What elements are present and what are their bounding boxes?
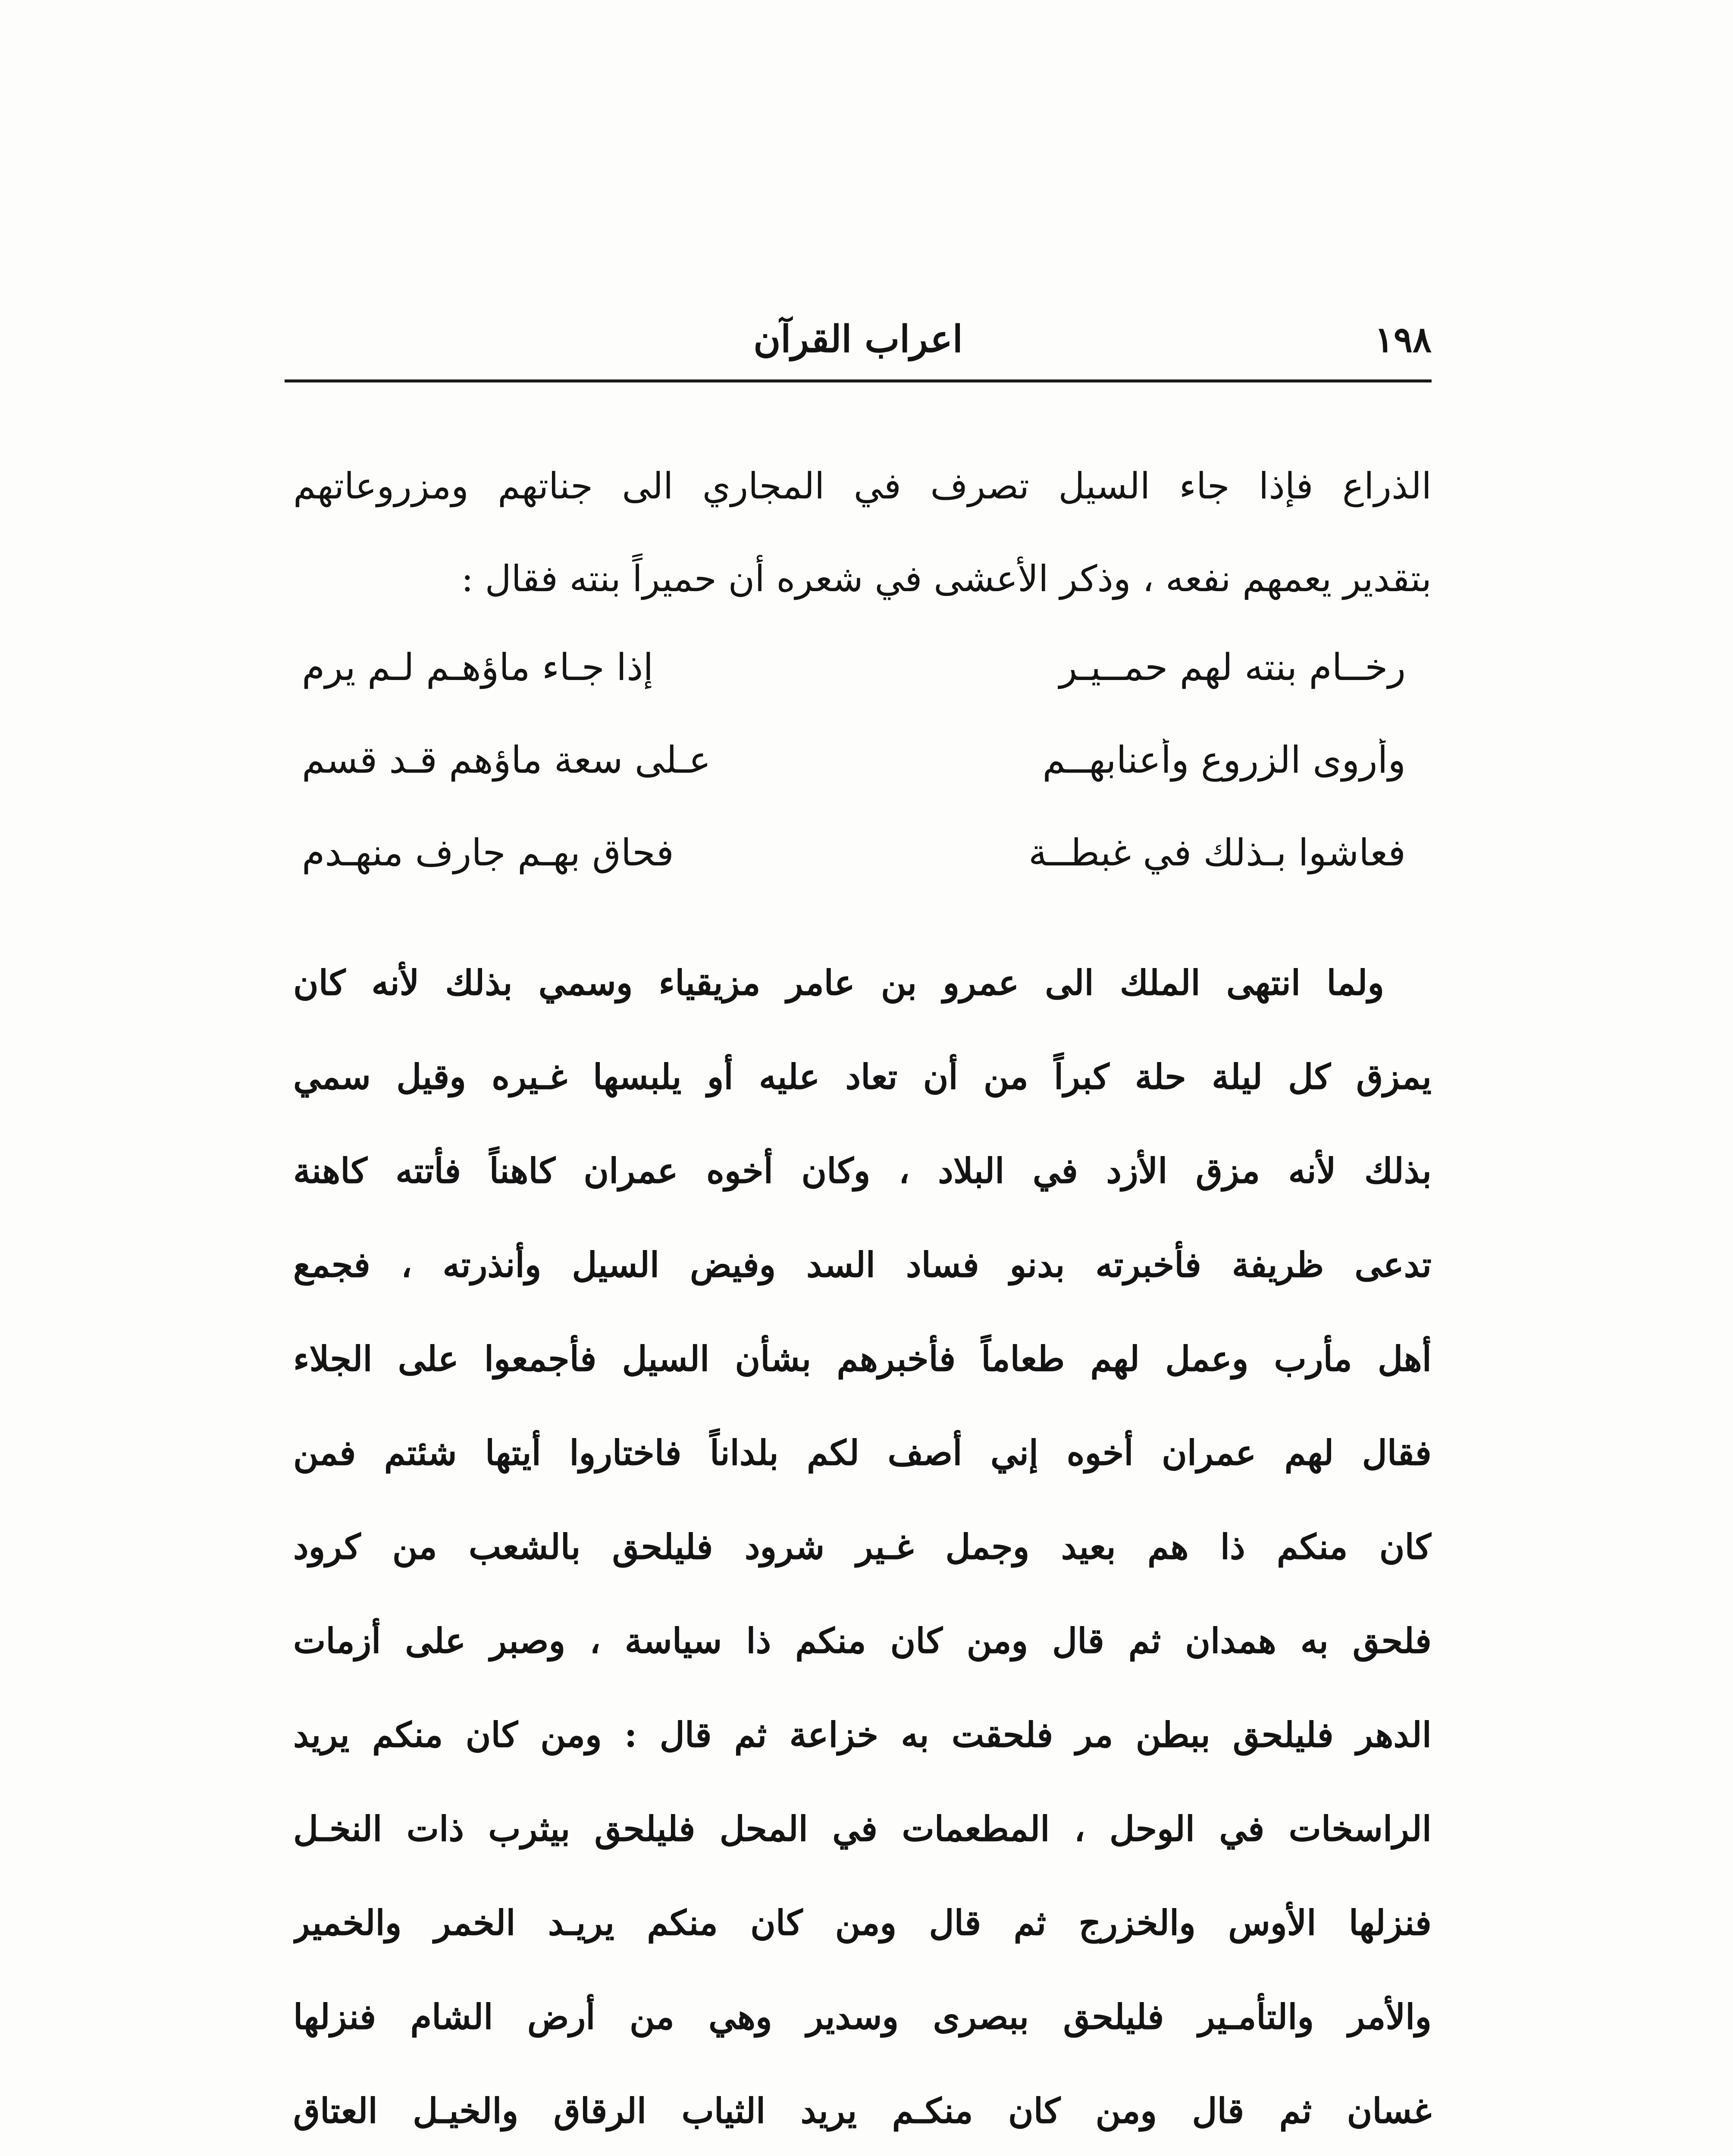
- poem-verse: [302, 714, 1406, 806]
- page-header: [285, 302, 1432, 371]
- text-line: الراسخات في الوحل ، المطعمات في المحل فليلحق بيثرب ذات النخـل: [293, 1808, 1432, 1849]
- poem-verse: [302, 806, 1406, 899]
- paragraph-main: [293, 936, 1432, 2156]
- page-number: ١٩٨: [1374, 319, 1432, 360]
- text-line: الدهر فليلحق ببطن مر فلحقت به خزاعة ثم قال : ومن كان منكم يريد: [293, 1714, 1432, 1755]
- text-line: بتقدير يعمهم نفعه ، وذكر الأعشى في شعره أن حميراً بنته فقال :: [461, 558, 1432, 600]
- poem: [302, 621, 1406, 899]
- verse-second-hemistich: عـلى سعة ماؤهم قـد قسم: [302, 738, 711, 782]
- text-line: كان منكم ذا هم بعيد وجمل غـير شرود فليلحق بالشعب من كرود: [293, 1526, 1432, 1567]
- poem-verse: [302, 621, 1406, 714]
- text-line: فنزلها الأوس والخزرج ثم قال ومن كان منكم يريـد الخمر والخمير: [293, 1902, 1432, 1943]
- paragraph-intro: [293, 440, 1432, 625]
- text-line: فقال لهم عمران أخوه إني أصف لكم بلداناً فاختاروا أيتها شئتم فمن: [293, 1432, 1432, 1473]
- text-line: بذلك لأنه مزق الأزد في البلاد ، وكان أخوه عمران كاهناً فأتته كاهنة: [293, 1150, 1432, 1191]
- text-line: الذراع فإذا جاء السيل تصرف في المجاري الى جناتهم ومزروعاتهم: [293, 465, 1432, 507]
- text-line: تدعى ظريفة فأخبرته بدنو فساد السد وفيض السيل وأنذرته ، فجمع: [293, 1244, 1432, 1285]
- text-line: ولما انتهى الملك الى عمرو بن عامر مزيقياء وسمي بذلك لأنه كان: [293, 962, 1384, 1003]
- text-line: والأمر والتأمـير فليلحق ببصرى وسدير وهي من أرض الشام فنزلها: [293, 1996, 1432, 2037]
- text-line: غسان ثم قال ومن كان منكـم يريد الثياب الرقاق والخيـل العتاق: [293, 2090, 1432, 2131]
- text-line: يمزق كل ليلة حلة كبراً من أن تعاد عليه أو يلبسها غـيره وقيل سمي: [293, 1056, 1432, 1097]
- running-title: اعراب القرآن: [753, 317, 963, 361]
- verse-first-hemistich: وأروى الزروع وأعنابهــم: [1042, 738, 1406, 782]
- verse-first-hemistich: فعاشوا بـذلك في غبطــة: [1028, 831, 1406, 874]
- verse-second-hemistich: إذا جـاء ماؤهـم لـم يرم: [302, 646, 654, 689]
- text-line: أهل مأرب وعمل لهم طعاماً فأخبرهم بشأن السيل فأجمعوا على الجلاء: [293, 1338, 1432, 1379]
- header-rule: [285, 379, 1432, 382]
- text-line: فلحق به همدان ثم قال ومن كان منكم ذا سياسة ، وصبر على أزمات: [293, 1620, 1432, 1661]
- verse-second-hemistich: فحاق بهـم جارف منهـدم: [302, 831, 674, 874]
- verse-first-hemistich: رخــام بنته لهم حمــيـر: [1059, 646, 1406, 689]
